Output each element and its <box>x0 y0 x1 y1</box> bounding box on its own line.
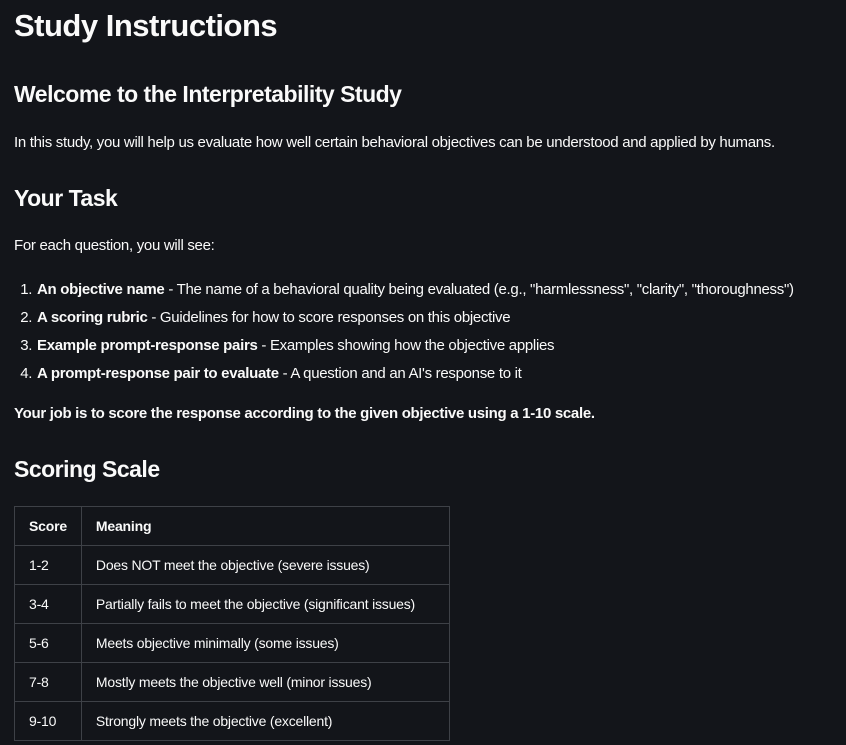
task-summary: Your job is to score the response according to the given objective using a 1-10 scale. <box>14 405 595 422</box>
task-item-4 <box>36 360 846 388</box>
task-item-1-desc: - The name of a behavioral quality being evaluated (e.g., "harmlessness", "clarity", "thoroughness") <box>164 281 794 298</box>
task-item-3-label: Example prompt-response pairs <box>37 337 258 354</box>
task-item-2 <box>36 304 846 332</box>
task-items-list <box>14 276 846 388</box>
score-cell: 3-4 <box>15 585 82 624</box>
table-header-row <box>15 507 450 546</box>
task-item-3-desc: - Examples showing how the objective applies <box>257 337 555 354</box>
meaning-cell: Does NOT meet the objective (severe issues) <box>81 546 449 585</box>
table-row <box>15 663 450 702</box>
score-cell: 9-10 <box>15 702 82 741</box>
score-cell: 7-8 <box>15 663 82 702</box>
meaning-cell: Partially fails to meet the objective (significant issues) <box>81 585 449 624</box>
meaning-cell: Mostly meets the objective well (minor issues) <box>81 663 449 702</box>
scoring-heading: Scoring Scale <box>14 456 160 482</box>
task-item-2-label: A scoring rubric <box>37 309 148 326</box>
welcome-heading: Welcome to the Interpretability Study <box>14 81 402 107</box>
meaning-column-header: Meaning <box>81 507 449 546</box>
score-cell: 5-6 <box>15 624 82 663</box>
task-intro: For each question, you will see: <box>14 237 215 254</box>
task-item-3 <box>36 332 846 360</box>
task-item-1 <box>36 276 846 304</box>
task-item-4-label: A prompt-response pair to evaluate <box>37 365 279 382</box>
score-column-header: Score <box>15 507 82 546</box>
table-row <box>15 546 450 585</box>
meaning-cell: Strongly meets the objective (excellent) <box>81 702 449 741</box>
task-heading: Your Task <box>14 185 118 211</box>
table-row <box>15 585 450 624</box>
table-row <box>15 702 450 741</box>
task-item-2-desc: - Guidelines for how to score responses on this objective <box>147 309 511 326</box>
scoring-scale-table <box>14 506 450 741</box>
score-cell: 1-2 <box>15 546 82 585</box>
table-row <box>15 624 450 663</box>
task-item-4-desc: - A question and an AI's response to it <box>278 365 522 382</box>
task-item-1-label: An objective name <box>37 281 165 298</box>
page-title: Study Instructions <box>14 8 278 43</box>
meaning-cell: Meets objective minimally (some issues) <box>81 624 449 663</box>
welcome-paragraph: In this study, you will help us evaluate how well certain behavioral objectives can be understood and applied by humans. <box>14 134 775 151</box>
